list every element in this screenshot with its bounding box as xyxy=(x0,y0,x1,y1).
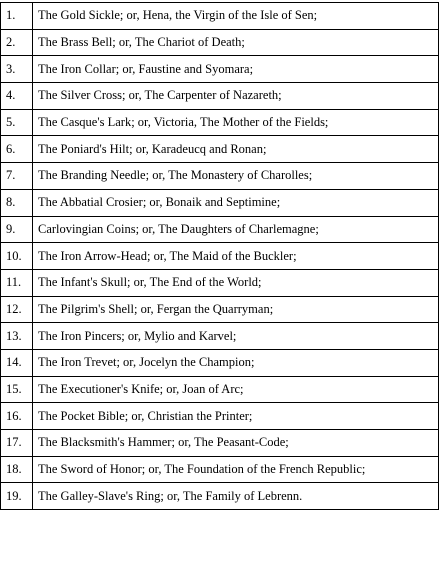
row-number: 5. xyxy=(1,109,33,136)
row-title: The Iron Collar; or, Faustine and Syomara; xyxy=(33,56,439,83)
row-number: 12. xyxy=(1,296,33,323)
row-number: 8. xyxy=(1,189,33,216)
row-title: The Iron Pincers; or, Mylio and Karvel; xyxy=(33,323,439,350)
row-title: The Iron Trevet; or, Jocelyn the Champion; xyxy=(33,349,439,376)
table-row xyxy=(1,56,439,83)
row-title: The Gold Sickle; or, Hena, the Virgin of the Isle of Sen; xyxy=(33,3,439,30)
row-number: 10. xyxy=(1,243,33,270)
table-row xyxy=(1,323,439,350)
row-number: 13. xyxy=(1,323,33,350)
row-number: 18. xyxy=(1,456,33,483)
row-title: Carlovingian Coins; or, The Daughters of Charlemagne; xyxy=(33,216,439,243)
table-row xyxy=(1,29,439,56)
row-title: The Executioner's Knife; or, Joan of Arc; xyxy=(33,376,439,403)
row-number: 3. xyxy=(1,56,33,83)
table-row xyxy=(1,456,439,483)
row-number: 19. xyxy=(1,483,33,510)
row-title: The Pilgrim's Shell; or, Fergan the Quarryman; xyxy=(33,296,439,323)
table-row xyxy=(1,109,439,136)
table-row xyxy=(1,430,439,457)
row-title: The Iron Arrow-Head; or, The Maid of the Buckler; xyxy=(33,243,439,270)
row-title: The Blacksmith's Hammer; or, The Peasant-Code; xyxy=(33,430,439,457)
row-title: The Brass Bell; or, The Chariot of Death; xyxy=(33,29,439,56)
title-list-body xyxy=(1,3,439,510)
row-title: The Infant's Skull; or, The End of the World; xyxy=(33,269,439,296)
row-number: 11. xyxy=(1,269,33,296)
row-number: 1. xyxy=(1,3,33,30)
table-row xyxy=(1,136,439,163)
table-row xyxy=(1,403,439,430)
row-number: 2. xyxy=(1,29,33,56)
title-list-table xyxy=(0,2,439,510)
row-title: The Galley-Slave's Ring; or, The Family of Lebrenn. xyxy=(33,483,439,510)
row-title: The Branding Needle; or, The Monastery of Charolles; xyxy=(33,163,439,190)
table-row xyxy=(1,163,439,190)
row-title: The Silver Cross; or, The Carpenter of Nazareth; xyxy=(33,83,439,110)
row-title: The Pocket Bible; or, Christian the Printer; xyxy=(33,403,439,430)
table-row xyxy=(1,349,439,376)
table-row xyxy=(1,269,439,296)
row-title: The Sword of Honor; or, The Foundation of the French Republic; xyxy=(33,456,439,483)
row-title: The Casque's Lark; or, Victoria, The Mother of the Fields; xyxy=(33,109,439,136)
row-number: 14. xyxy=(1,349,33,376)
table-row xyxy=(1,216,439,243)
row-number: 16. xyxy=(1,403,33,430)
table-row xyxy=(1,189,439,216)
row-number: 17. xyxy=(1,430,33,457)
row-number: 6. xyxy=(1,136,33,163)
table-row xyxy=(1,296,439,323)
table-row xyxy=(1,3,439,30)
row-number: 7. xyxy=(1,163,33,190)
table-row xyxy=(1,83,439,110)
table-row xyxy=(1,376,439,403)
row-number: 15. xyxy=(1,376,33,403)
row-title: The Abbatial Crosier; or, Bonaik and Septimine; xyxy=(33,189,439,216)
row-number: 9. xyxy=(1,216,33,243)
table-row xyxy=(1,483,439,510)
row-title: The Poniard's Hilt; or, Karadeucq and Ronan; xyxy=(33,136,439,163)
row-number: 4. xyxy=(1,83,33,110)
table-row xyxy=(1,243,439,270)
